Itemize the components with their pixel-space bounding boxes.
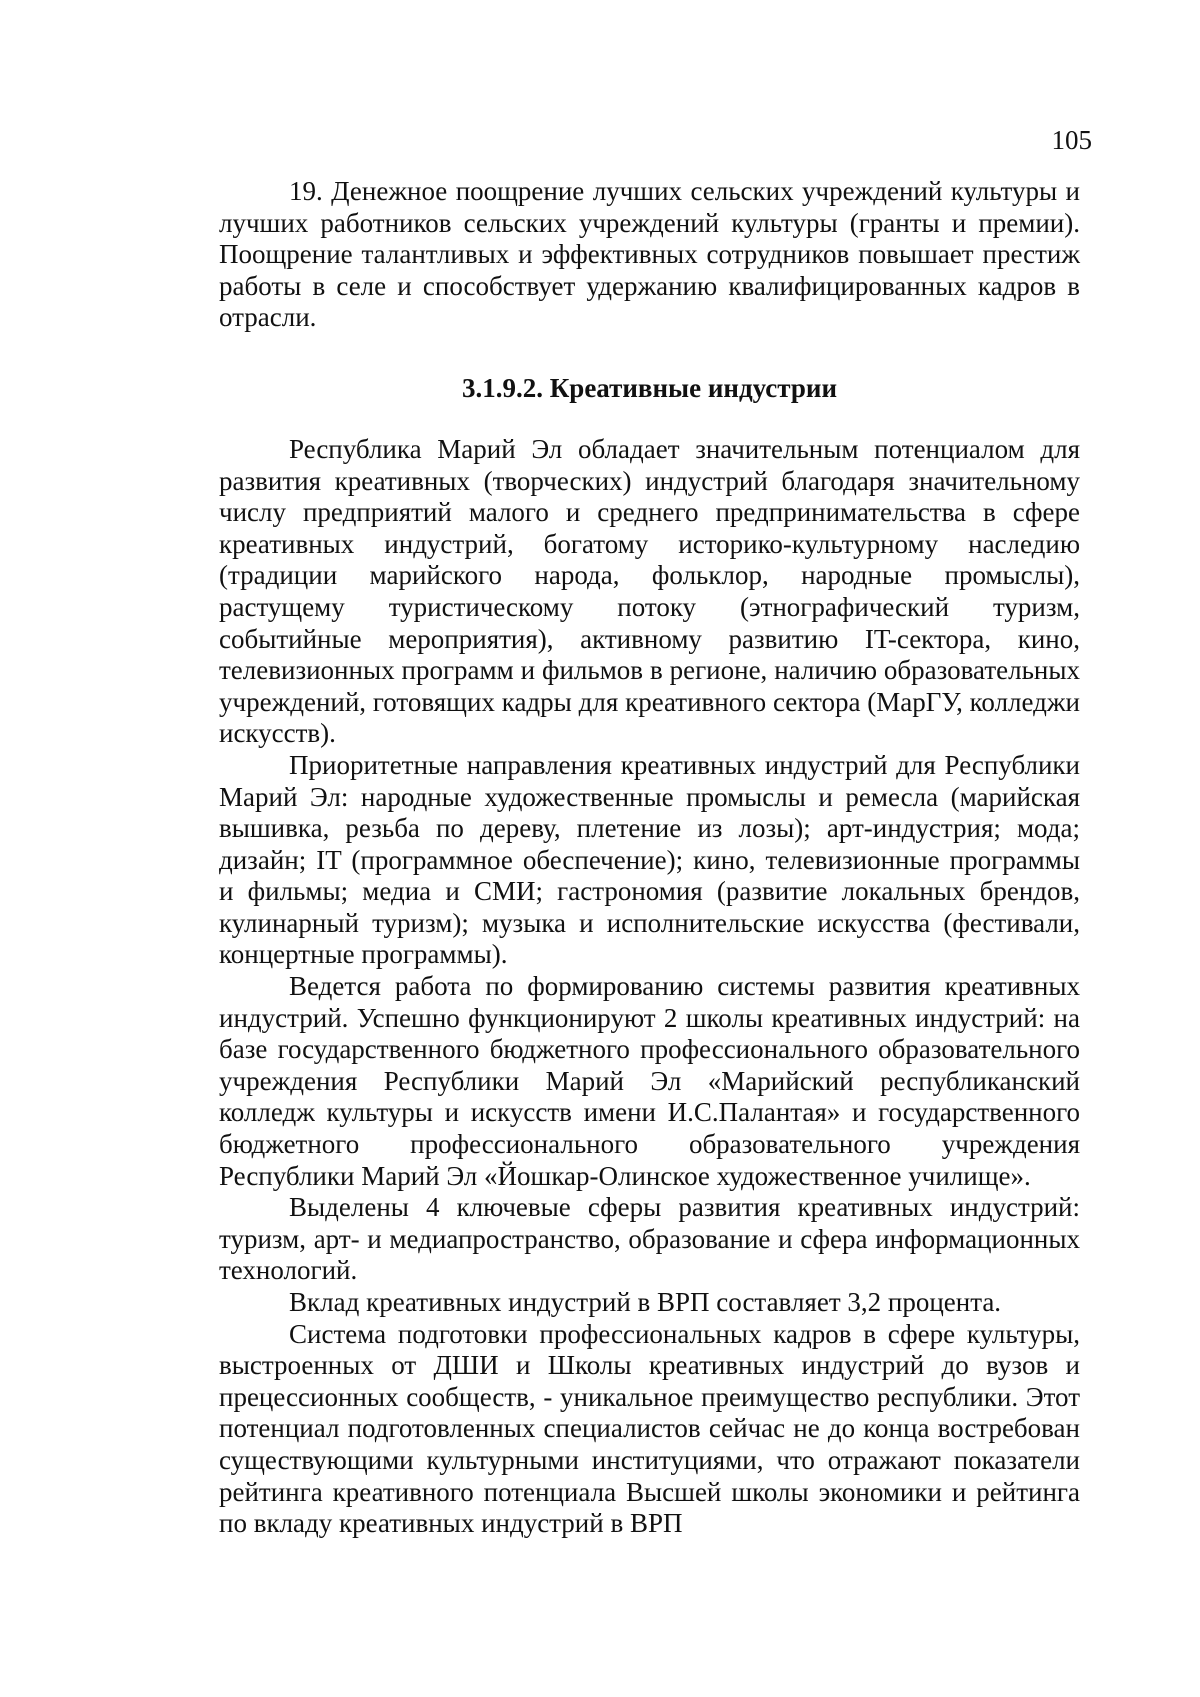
paragraph-potential: Республика Марий Эл обладает значительным потенциалом для развития креативных (творческих) индустрий благодаря значительному числу предприятий малого и среднего предпринимательства в сфере креативных индустрий, богатому историко-культурному наследию (традиции марийского народа, фольклор, народные промыслы), растущему туристическому потоку (этнографический туризм, событийные мероприятия), активному развитию IT-сектора, кино, телевизионных программ и фильмов в регионе, наличию образовательных учреждений, готовящих кадры для креативного сектора (МарГУ, колледжи искусств). [219,433,1080,749]
document-body [219,176,1080,1540]
paragraph-priorities: Приоритетные направления креативных индустрий для Республики Марий Эл: народные художественные промыслы и ремесла (марийская вышивка, резьба по дереву, плетение из лозы); арт-индустрия; мода; дизайн; IT (программное обеспечение); кино, телевизионные программы и фильмы; медиа и СМИ; гастрономия (развитие локальных брендов, кулинарный туризм); музыка и исполнительские искусства (фестивали, концертные программы). [219,749,1080,970]
paragraph-key-spheres: Выделены 4 ключевые сферы развития креативных индустрий: туризм, арт- и медиапространство, образование и сфера информационных технологий. [219,1192,1080,1286]
paragraph-rewards: 19. Денежное поощрение лучших сельских учреждений культуры и лучших работников сельских учреждений культуры (гранты и премии). Поощрение талантливых и эффективных сотрудников повышает престиж работы в селе и способствует удержанию квалифицированных кадров в отрасли. [219,176,1080,333]
page-number: 105 [1051,125,1092,155]
section-heading: 3.1.9.2. Креативные индустрии [461,372,838,403]
paragraph-training-system: Система подготовки профессиональных кадров в сфере культуры, выстроенных от ДШИ и Школы креативных индустрий до вузов и прецессионных сообществ, - уникальное преимущество республики. Этот потенциал подготовленных специалистов сейчас не до конца востребован существующими культурными институциями, что отражают показатели рейтинга креативного потенциала Высшей школы экономики и рейтинга по вкладу креативных индустрий в ВРП [219,1318,1080,1539]
paragraph-schools: Ведется работа по формированию системы развития креативных индустрий. Успешно функционируют 2 школы креативных индустрий: на базе государственного бюджетного профессионального образовательного учреждения Республики Марий Эл «Марийский республиканский колледж культуры и искусств имени И.С.Палантая» и государственного бюджетного профессионального образовательного учреждения Республики Марий Эл «Йошкар-Олинское художественное училище». [219,971,1080,1191]
paragraph-grp-share: Вклад креативных индустрий в ВРП составляет 3,2 процента. [289,1287,1002,1317]
